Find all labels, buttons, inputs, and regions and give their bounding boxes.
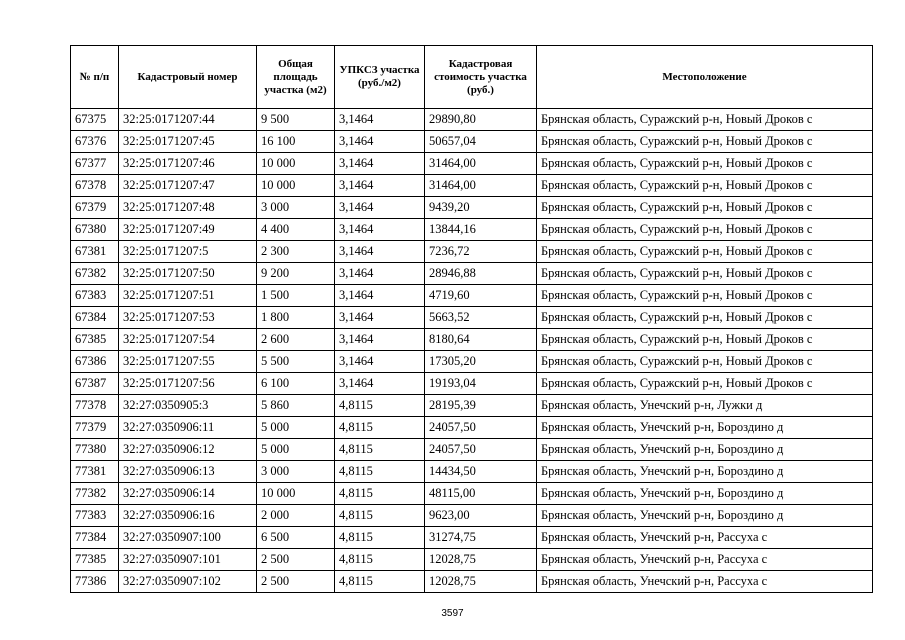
cell-row-number: 67387 [71, 373, 119, 395]
cell-location: Брянская область, Унечский р-н, Рассуха с [537, 527, 873, 549]
header-cadastral-number: Кадастровый номер [119, 46, 257, 109]
cell-cadastral-number: 32:25:0171207:55 [119, 351, 257, 373]
cell-cadastral-number: 32:25:0171207:49 [119, 219, 257, 241]
cell-cadastral-value: 31464,00 [425, 175, 537, 197]
header-row-number: № п/п [71, 46, 119, 109]
cell-cadastral-number: 32:25:0171207:47 [119, 175, 257, 197]
cell-area: 2 600 [257, 329, 335, 351]
cell-cadastral-number: 32:27:0350907:101 [119, 549, 257, 571]
cell-cadastral-value: 48115,00 [425, 483, 537, 505]
cell-area: 3 000 [257, 197, 335, 219]
table-row [71, 417, 873, 439]
cell-location: Брянская область, Суражский р-н, Новый Дроков с [537, 175, 873, 197]
header-area: Общая площадь участка (м2) [257, 46, 335, 109]
cell-upksz: 3,1464 [335, 285, 425, 307]
cell-cadastral-value: 31274,75 [425, 527, 537, 549]
cell-row-number: 67381 [71, 241, 119, 263]
cell-area: 9 200 [257, 263, 335, 285]
cell-row-number: 77385 [71, 549, 119, 571]
cell-upksz: 3,1464 [335, 109, 425, 131]
cell-location: Брянская область, Унечский р-н, Бороздино д [537, 439, 873, 461]
cell-area: 5 000 [257, 417, 335, 439]
cell-upksz: 4,8115 [335, 571, 425, 593]
cell-area: 6 500 [257, 527, 335, 549]
cell-row-number: 67376 [71, 131, 119, 153]
cell-location: Брянская область, Суражский р-н, Новый Дроков с [537, 307, 873, 329]
cell-upksz: 3,1464 [335, 153, 425, 175]
cell-row-number: 77380 [71, 439, 119, 461]
cell-upksz: 4,8115 [335, 549, 425, 571]
cell-row-number: 67384 [71, 307, 119, 329]
table-row [71, 219, 873, 241]
cell-row-number: 67383 [71, 285, 119, 307]
cell-cadastral-value: 9623,00 [425, 505, 537, 527]
cell-area: 5 000 [257, 439, 335, 461]
cell-row-number: 67385 [71, 329, 119, 351]
cell-location: Брянская область, Суражский р-н, Новый Дроков с [537, 263, 873, 285]
cell-upksz: 3,1464 [335, 263, 425, 285]
table-row [71, 197, 873, 219]
table-row [71, 395, 873, 417]
cell-upksz: 3,1464 [335, 307, 425, 329]
table-body [71, 109, 873, 593]
cell-cadastral-number: 32:27:0350906:11 [119, 417, 257, 439]
cell-row-number: 67379 [71, 197, 119, 219]
cell-row-number: 67377 [71, 153, 119, 175]
cell-upksz: 4,8115 [335, 439, 425, 461]
cell-location: Брянская область, Суражский р-н, Новый Дроков с [537, 131, 873, 153]
cell-upksz: 3,1464 [335, 197, 425, 219]
cell-cadastral-value: 24057,50 [425, 439, 537, 461]
table-row [71, 351, 873, 373]
cell-location: Брянская область, Унечский р-н, Бороздино д [537, 417, 873, 439]
table-row [71, 527, 873, 549]
cell-upksz: 3,1464 [335, 219, 425, 241]
table-row [71, 483, 873, 505]
cell-area: 3 000 [257, 461, 335, 483]
cell-area: 2 500 [257, 571, 335, 593]
header-row [71, 46, 873, 109]
cell-location: Брянская область, Унечский р-н, Рассуха с [537, 549, 873, 571]
cell-location: Брянская область, Суражский р-н, Новый Дроков с [537, 351, 873, 373]
table-row [71, 175, 873, 197]
table-row [71, 109, 873, 131]
cell-cadastral-number: 32:25:0171207:53 [119, 307, 257, 329]
cell-cadastral-value: 31464,00 [425, 153, 537, 175]
table-row [71, 307, 873, 329]
cell-cadastral-value: 29890,80 [425, 109, 537, 131]
cell-location: Брянская область, Унечский р-н, Бороздино д [537, 461, 873, 483]
cell-cadastral-number: 32:27:0350906:16 [119, 505, 257, 527]
cell-cadastral-number: 32:27:0350906:14 [119, 483, 257, 505]
table-row [71, 571, 873, 593]
cell-location: Брянская область, Унечский р-н, Лужки д [537, 395, 873, 417]
cell-upksz: 4,8115 [335, 461, 425, 483]
cell-location: Брянская область, Суражский р-н, Новый Дроков с [537, 373, 873, 395]
cell-cadastral-value: 28195,39 [425, 395, 537, 417]
table-row [71, 505, 873, 527]
cell-area: 5 860 [257, 395, 335, 417]
cell-area: 2 300 [257, 241, 335, 263]
cell-cadastral-number: 32:25:0171207:56 [119, 373, 257, 395]
cell-upksz: 3,1464 [335, 131, 425, 153]
cell-area: 1 800 [257, 307, 335, 329]
cell-location: Брянская область, Унечский р-н, Рассуха с [537, 571, 873, 593]
table-row [71, 131, 873, 153]
page-number: 3597 [441, 608, 464, 619]
cell-location: Брянская область, Суражский р-н, Новый Дроков с [537, 153, 873, 175]
cell-cadastral-value: 28946,88 [425, 263, 537, 285]
cell-upksz: 3,1464 [335, 373, 425, 395]
cell-cadastral-number: 32:25:0171207:50 [119, 263, 257, 285]
cell-row-number: 77382 [71, 483, 119, 505]
cell-upksz: 3,1464 [335, 351, 425, 373]
cell-row-number: 77378 [71, 395, 119, 417]
cell-location: Брянская область, Суражский р-н, Новый Дроков с [537, 109, 873, 131]
cell-row-number: 67375 [71, 109, 119, 131]
cell-row-number: 77383 [71, 505, 119, 527]
header-upksz: УПКСЗ участка (руб./м2) [335, 46, 425, 109]
cell-cadastral-value: 8180,64 [425, 329, 537, 351]
cell-upksz: 3,1464 [335, 329, 425, 351]
cell-area: 1 500 [257, 285, 335, 307]
cell-location: Брянская область, Унечский р-н, Бороздино д [537, 483, 873, 505]
cell-location: Брянская область, Суражский р-н, Новый Дроков с [537, 285, 873, 307]
cell-area: 10 000 [257, 175, 335, 197]
cell-area: 2 000 [257, 505, 335, 527]
cell-area: 9 500 [257, 109, 335, 131]
table-row [71, 263, 873, 285]
cell-row-number: 67386 [71, 351, 119, 373]
table-row [71, 549, 873, 571]
cell-cadastral-value: 9439,20 [425, 197, 537, 219]
cell-row-number: 77381 [71, 461, 119, 483]
cell-cadastral-value: 4719,60 [425, 285, 537, 307]
cell-upksz: 4,8115 [335, 395, 425, 417]
cell-cadastral-number: 32:25:0171207:44 [119, 109, 257, 131]
table-row [71, 329, 873, 351]
header-location: Местоположение [537, 46, 873, 109]
cell-area: 2 500 [257, 549, 335, 571]
cell-row-number: 67380 [71, 219, 119, 241]
cell-upksz: 3,1464 [335, 175, 425, 197]
cell-cadastral-number: 32:27:0350907:100 [119, 527, 257, 549]
cell-area: 10 000 [257, 153, 335, 175]
cell-area: 6 100 [257, 373, 335, 395]
cell-cadastral-value: 50657,04 [425, 131, 537, 153]
table-row [71, 241, 873, 263]
header-cadastral-value: Кадастровая стоимость участка (руб.) [425, 46, 537, 109]
cell-cadastral-value: 7236,72 [425, 241, 537, 263]
cell-cadastral-value: 17305,20 [425, 351, 537, 373]
cell-area: 10 000 [257, 483, 335, 505]
cell-area: 16 100 [257, 131, 335, 153]
cell-cadastral-number: 32:27:0350907:102 [119, 571, 257, 593]
table-header [71, 46, 873, 109]
cell-row-number: 77379 [71, 417, 119, 439]
cell-cadastral-value: 12028,75 [425, 549, 537, 571]
cell-cadastral-value: 24057,50 [425, 417, 537, 439]
cell-cadastral-value: 19193,04 [425, 373, 537, 395]
table-row [71, 373, 873, 395]
cell-cadastral-number: 32:25:0171207:5 [119, 241, 257, 263]
cell-cadastral-number: 32:25:0171207:51 [119, 285, 257, 307]
cell-row-number: 67378 [71, 175, 119, 197]
cell-row-number: 77384 [71, 527, 119, 549]
cell-area: 4 400 [257, 219, 335, 241]
cell-cadastral-number: 32:27:0350906:13 [119, 461, 257, 483]
cell-location: Брянская область, Суражский р-н, Новый Дроков с [537, 329, 873, 351]
cell-upksz: 4,8115 [335, 483, 425, 505]
cell-cadastral-number: 32:27:0350905:3 [119, 395, 257, 417]
cell-location: Брянская область, Унечский р-н, Бороздино д [537, 505, 873, 527]
cadastral-table [70, 45, 873, 593]
cell-cadastral-number: 32:25:0171207:45 [119, 131, 257, 153]
table-row [71, 461, 873, 483]
cell-cadastral-value: 5663,52 [425, 307, 537, 329]
cell-cadastral-number: 32:25:0171207:54 [119, 329, 257, 351]
cell-location: Брянская область, Суражский р-н, Новый Дроков с [537, 219, 873, 241]
cell-cadastral-value: 14434,50 [425, 461, 537, 483]
cell-area: 5 500 [257, 351, 335, 373]
cell-row-number: 67382 [71, 263, 119, 285]
cell-upksz: 3,1464 [335, 241, 425, 263]
cell-location: Брянская область, Суражский р-н, Новый Дроков с [537, 197, 873, 219]
cell-cadastral-number: 32:25:0171207:48 [119, 197, 257, 219]
cell-upksz: 4,8115 [335, 505, 425, 527]
cell-row-number: 77386 [71, 571, 119, 593]
cell-cadastral-value: 12028,75 [425, 571, 537, 593]
cell-cadastral-value: 13844,16 [425, 219, 537, 241]
cell-upksz: 4,8115 [335, 527, 425, 549]
table-row [71, 285, 873, 307]
cell-location: Брянская область, Суражский р-н, Новый Дроков с [537, 241, 873, 263]
cell-upksz: 4,8115 [335, 417, 425, 439]
cell-cadastral-number: 32:27:0350906:12 [119, 439, 257, 461]
table-row [71, 439, 873, 461]
cell-cadastral-number: 32:25:0171207:46 [119, 153, 257, 175]
table-row [71, 153, 873, 175]
